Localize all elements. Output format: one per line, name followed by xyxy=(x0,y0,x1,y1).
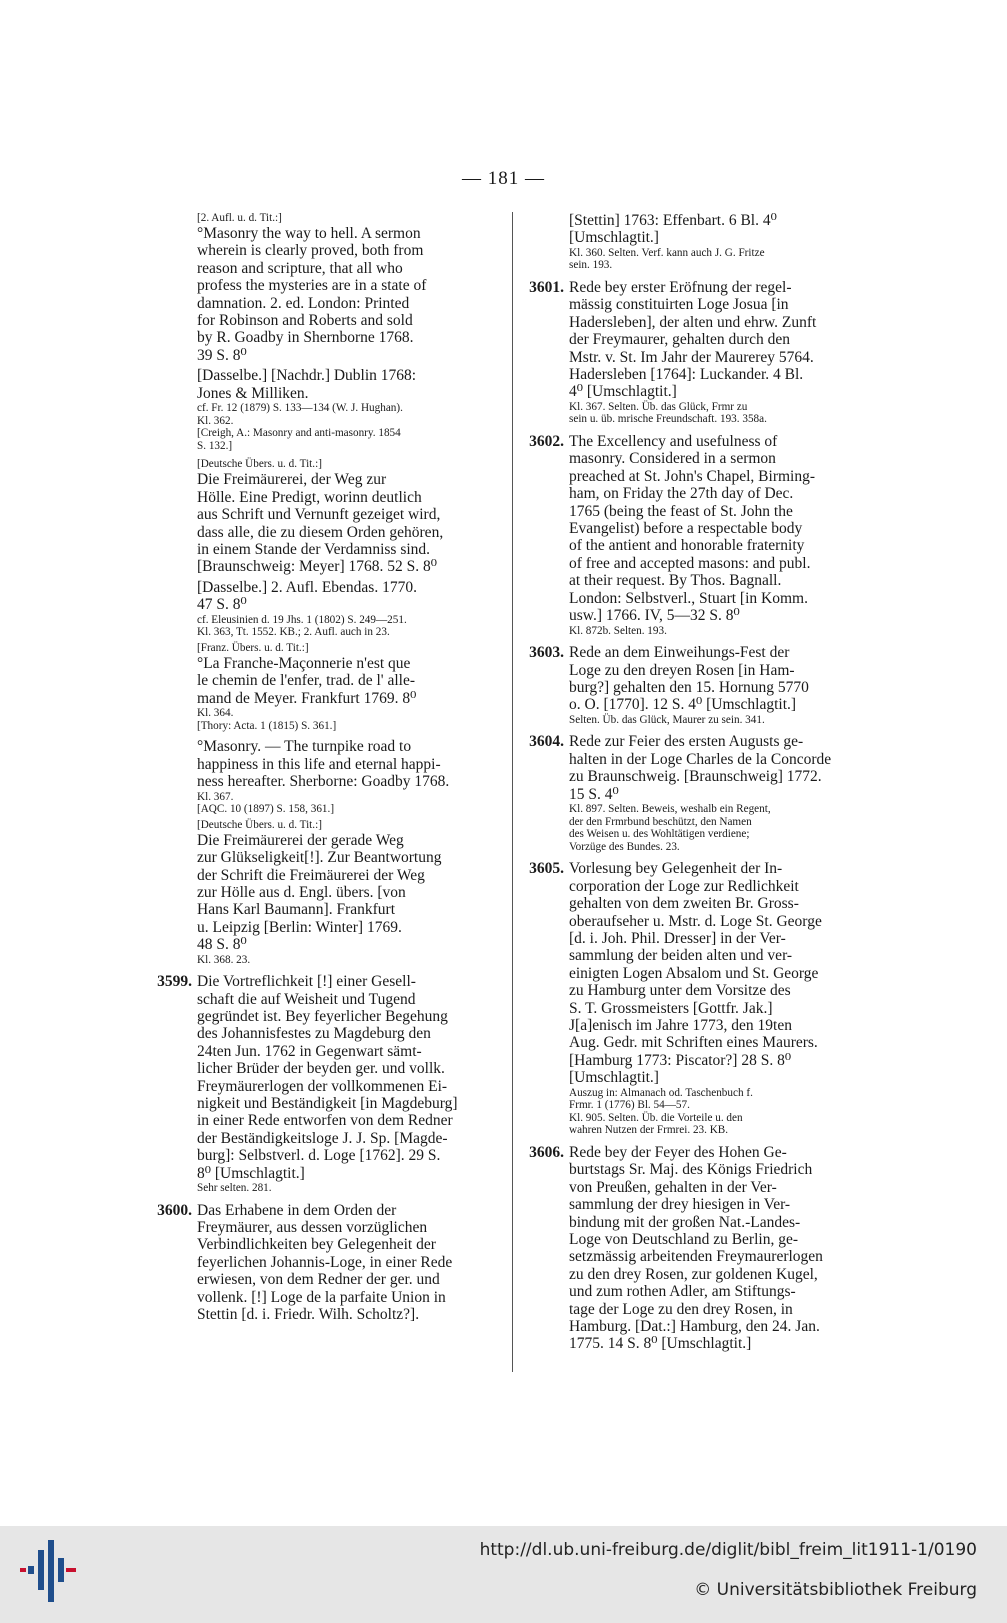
entry-text-line: damnation. 2. ed. London: Printed xyxy=(197,294,410,312)
entry-number: 3600. xyxy=(157,1201,192,1219)
entry-text-line: [Stettin] 1763: Effenbart. 6 Bl. 4⁰ xyxy=(569,212,777,229)
entry-note-line: Kl. 362. xyxy=(197,414,234,427)
entry-text-line: der Freymaurer, gehalten durch den xyxy=(569,331,791,349)
entry-text-line: usw.] 1766. IV, 5—32 S. 8⁰ xyxy=(569,607,740,625)
entry-number: 3599. xyxy=(157,973,192,991)
entry-note-line: [AQC. 10 (1897) S. 158, 361.] xyxy=(197,803,335,816)
entry-text-line: licher Brüder der beyden ger. und vollk. xyxy=(197,1060,445,1078)
entry-note-line: Frmr. 1 (1776) Bl. 54—57. xyxy=(569,1099,690,1112)
entry-text-line: Stettin [d. i. Friedr. Wilh. Scholtz?]. xyxy=(197,1306,420,1324)
entry-text-line: preached at St. John's Chapel, Birming- xyxy=(569,467,816,485)
entry-text-line: o. O. [1770]. 12 S. 4⁰ [Umschlagtit.] xyxy=(569,696,797,714)
entry-text-line: zu Braunschweig. [Braunschweig] 1772. xyxy=(569,768,822,786)
entry-text-line: ham, on Friday the 27th day of Dec. xyxy=(569,485,794,503)
entry-text-line: nigkeit und Beständigkeit [in Magdeburg] xyxy=(197,1094,458,1112)
entry-text-line: Loge von Deutschland zu Berlin, ge- xyxy=(569,1231,798,1248)
entry-note-line: Kl. 368. 23. xyxy=(197,953,251,966)
entry-text-line: zu den drey Rosen, zur goldenen Kugel, xyxy=(569,1265,818,1283)
entry-text-line: masonry. Considered in a sermon xyxy=(569,450,776,468)
entry-text-line: of the antient and honorable fraternity xyxy=(569,537,805,555)
bibliography-entry xyxy=(140,973,508,1194)
entry-text-line: vollenk. [!] Loge de la parfaite Union in xyxy=(197,1288,446,1306)
entry-text-line: burg]: Selbstverl. d. Loge [1762]. 29 S. xyxy=(197,1147,441,1165)
entry-text-line: Rede an dem Einweihungs-Fest der xyxy=(569,644,790,662)
entry-text-line: wherein is clearly proved, both from xyxy=(197,242,424,260)
entry-text-line: mand de Meyer. Frankfurt 1769. 8⁰ xyxy=(197,689,417,707)
entry-note-line: sein u. üb. mrische Freundschaft. 193. 358a. xyxy=(569,413,767,426)
entry-subheading: [2. Aufl. u. d. Tit.:] xyxy=(197,212,282,224)
entry-subheading: [Deutsche Übers. u. d. Tit.:] xyxy=(197,818,322,831)
entry-note-line: Kl. 360. Selten. Verf. kann auch J. G. Fritze xyxy=(569,246,765,259)
entry-subheading: [Franz. Übers. u. d. Tit.:] xyxy=(197,641,309,654)
entry-text-line: 15 S. 4⁰ xyxy=(569,785,619,803)
entry-text-line: Vorlesung bey Gelegenheit der In- xyxy=(569,860,783,878)
entry-note-line: [Thory: Acta. 1 (1815) S. 361.] xyxy=(197,719,337,732)
entry-text-line: by R. Goadby in Shernborne 1768. xyxy=(197,329,414,347)
bibliography-entry xyxy=(512,279,862,426)
entry-text-line: Rede bey erster Eröfnung der regel- xyxy=(569,279,792,296)
entry-note-line: sein. 193. xyxy=(569,259,613,272)
entry-text-line: Freymäurer, aus dessen vorzüglichen xyxy=(197,1219,428,1236)
entry-text-line: 8⁰ [Umschlagtit.] xyxy=(197,1164,305,1182)
left-column xyxy=(140,212,508,1323)
bibliography-entry xyxy=(140,1202,508,1324)
entry-text-line: bindung mit der großen Nat.-Landes- xyxy=(569,1213,801,1231)
entry-text-line: gegründet ist. Bey feyerlicher Begehung xyxy=(197,1007,448,1025)
entry-text-line: u. Leipzig [Berlin: Winter] 1769. xyxy=(197,918,402,936)
entry-text-line: 24ten Jun. 1762 in Gegenwart sämt- xyxy=(197,1042,422,1060)
entry-note-line: Kl. 905. Selten. Üb. die Vorteile u. den xyxy=(569,1111,743,1124)
entry-text-line: mässig constituirten Loge Josua [in xyxy=(569,296,789,314)
copyright-notice: © Universitätsbibliothek Freiburg xyxy=(694,1580,977,1600)
bibliography-entry xyxy=(512,433,862,637)
entry-note-line: Kl. 364. xyxy=(197,707,234,720)
entry-continuation xyxy=(512,212,862,272)
entry-text-line: 39 S. 8⁰ xyxy=(197,346,247,364)
permalink-url[interactable]: http://dl.ub.uni-freiburg.de/diglit/bibl_freim_lit1911-1/0190 xyxy=(479,1540,977,1560)
entry-text-line: der Beständigkeitsloge J. J. Sp. [Magde- xyxy=(197,1129,448,1147)
entry-note-line: Kl. 363, Tt. 1552. KB.; 2. Aufl. auch in 23. xyxy=(197,626,390,639)
entry-subheading: [Deutsche Übers. u. d. Tit.:] xyxy=(197,458,322,471)
entry-number: 3605. xyxy=(529,860,564,878)
entry-note-line: Kl. 897. Selten. Beweis, weshalb ein Regent, xyxy=(569,802,771,815)
entry-text-line: 4⁰ [Umschlagtit.] xyxy=(569,383,677,401)
entry-text-line: [Hamburg 1773: Piscator?] 28 S. 8⁰ xyxy=(569,1051,792,1069)
entry-text-line: 48 S. 8⁰ xyxy=(197,936,247,954)
entry-text-line: [Dasselbe.] 2. Aufl. Ebendas. 1770. xyxy=(197,578,417,596)
entry-text-line: of free and accepted masons: and publ. xyxy=(569,554,811,572)
bibliography-entry xyxy=(512,733,862,853)
entry-note-line: Kl. 872b. Selten. 193. xyxy=(569,624,667,637)
entry-text-line: Hölle. Eine Predigt, worinn deutlich xyxy=(197,488,422,506)
entry-text-line: profess the mysteries are in a state of xyxy=(197,277,427,295)
entry-text-line: schaft die auf Weisheit und Tugend xyxy=(197,990,416,1008)
entry-number: 3603. xyxy=(529,644,564,662)
entry-note-line: wahren Nutzen der Frmrei. 23. KB. xyxy=(569,1124,729,1137)
entry-text-line: le chemin de l'enfer, trad. de l' alle- xyxy=(197,672,415,690)
entry-text-line: [Umschlagtit.] xyxy=(569,229,659,247)
entry-text-line: S. T. Grossmeisters [Gottfr. Jak.] xyxy=(569,999,773,1017)
entry-text-line: [Braunschweig: Meyer] 1768. 52 S. 8⁰ xyxy=(197,558,437,576)
bibliography-entry xyxy=(512,860,862,1137)
entry-text-line: °Masonry the way to hell. A sermon xyxy=(197,225,421,242)
entry-text-line: 47 S. 8⁰ xyxy=(197,596,247,614)
entry-text-line: Loge zu den dreyen Rosen [in Ham- xyxy=(569,661,795,679)
entry-number: 3602. xyxy=(529,433,564,451)
entry-text-line: Hadersleben], der alten und ehrw. Zunft xyxy=(569,313,817,331)
entry-text-line: 1765 (being the feast of St. John the xyxy=(569,502,793,520)
entry-text-line: zur Glükseligkeit[!]. Zur Beantwortung xyxy=(197,849,442,867)
right-column xyxy=(512,212,862,1353)
entry-note-line: Auszug in: Almanach od. Taschenbuch f. xyxy=(569,1086,753,1099)
entry-note-line: Selten. Üb. das Glück, Maurer zu sein. 341. xyxy=(569,713,765,726)
entry-text-line: ness hereafter. Sherborne: Goadby 1768. xyxy=(197,773,450,791)
entry-note-line: Sehr selten. 281. xyxy=(197,1182,272,1194)
ub-freiburg-logo-icon xyxy=(20,1536,80,1606)
entry-text-line: dass alle, die zu diesem Orden gehören, xyxy=(197,523,444,541)
entry-text-line: zur Hölle aus d. Engl. übers. [von xyxy=(197,883,406,901)
entry-text-line: for Robinson and Roberts and sold xyxy=(197,312,413,330)
entry-text-line: und zum rothen Adler, am Stiftungs- xyxy=(569,1283,796,1301)
entry-text-line: 1775. 14 S. 8⁰ [Umschlagtit.] xyxy=(569,1335,752,1353)
entry-note-line: [Creigh, A.: Masonry and anti-masonry. 1854 xyxy=(197,427,401,440)
bibliography-entry xyxy=(512,1144,862,1353)
entry-text-line: corporation der Loge zur Redlichkeit xyxy=(569,877,799,895)
entry-text-line: sammlung der drey hiesigen in Ver- xyxy=(569,1196,791,1214)
entry-text-line: einigten Logen Absalom und St. George xyxy=(569,964,819,982)
entry-text-line: Jones & Milliken. xyxy=(197,384,309,402)
entry-text-line: oberaufseher u. Mstr. d. Loge St. George xyxy=(569,912,822,930)
entry-text-line: Rede bey der Feyer des Hohen Ge- xyxy=(569,1143,787,1161)
entry-text-line: Mstr. v. St. Im Jahr der Maurerey 5764. xyxy=(569,348,814,366)
entry-text-line: halten in der Loge Charles de la Concorde xyxy=(569,750,832,768)
entry-text-line: der Schrift die Freimäurerei der Weg xyxy=(197,866,425,884)
entry-number: 3606. xyxy=(529,1143,564,1161)
entry-text-line: in einem Stande der Verdamniss sind. xyxy=(197,541,431,559)
entry-text-line: at their request. By Thos. Bagnall. xyxy=(569,572,782,590)
entry-note-line: cf. Fr. 12 (1879) S. 133—134 (W. J. Hughan). xyxy=(197,402,403,415)
entry-text-line: in einer Rede entworfen von dem Redner xyxy=(197,1112,453,1130)
entry-text-line: Die Freimäurerei der gerade Weg xyxy=(197,831,404,849)
entry-text-line: London: Selbstverl., Stuart [in Komm. xyxy=(569,589,808,607)
entry-text-line: sammlung der beiden alten und ver- xyxy=(569,947,793,965)
entry-text-line: J[a]enisch im Jahre 1773, den 19ten xyxy=(569,1016,792,1034)
entry-text-line: [Umschlagtit.] xyxy=(569,1069,659,1087)
entry-text-line: Hamburg. [Dat.:] Hamburg, den 24. Jan. xyxy=(569,1318,820,1336)
entry-note-line: Kl. 367. Selten. Üb. das Glück, Frmr zu xyxy=(569,400,748,413)
entry-number: 3604. xyxy=(529,733,564,751)
entry-text-line: reason and scripture, that all who xyxy=(197,259,403,277)
entry-number: 3601. xyxy=(529,279,564,296)
bibliography-entry xyxy=(512,644,862,726)
entry-note-line: Kl. 367. xyxy=(197,790,234,803)
entry-text-line: °La Franche-Maçonnerie n'est que xyxy=(197,654,411,672)
entry-text-line: Aug. Gedr. mit Schriften eines Maurers. xyxy=(569,1034,818,1052)
entry-text-line: [Dasselbe.] [Nachdr.] Dublin 1768: xyxy=(197,367,417,385)
entry-note-line: des Weisen u. des Wohltätigen verdiene; xyxy=(569,828,750,841)
entry-text-line: Die Vortreflichkeit [!] einer Gesell- xyxy=(197,973,416,991)
entry-note-line: cf. Eleusinien d. 19 Jhs. 1 (1802) S. 249—251. xyxy=(197,613,407,626)
entry-text-line: tage der Loge zu den drey Rosen, in xyxy=(569,1300,793,1318)
entry-text-line: Das Erhabene in dem Orden der xyxy=(197,1201,397,1219)
entry-text-line: von Preußen, gehalten in der Ver- xyxy=(569,1178,777,1196)
entry-text-line: Verbindlichkeiten bey Gelegenheit der xyxy=(197,1236,436,1254)
entry-text-line: des Johannisfestes zu Magdeburg den xyxy=(197,1025,431,1043)
entry-text-line: Hans Karl Baumann]. Frankfurt xyxy=(197,901,396,919)
entry-text-line: Rede zur Feier des ersten Augusts ge- xyxy=(569,733,804,751)
entry-text-line: Die Freimäurerei, der Weg zur xyxy=(197,471,387,489)
page-number: — 181 — xyxy=(462,168,545,189)
entry-text-line: burg?] gehalten den 15. Hornung 5770 xyxy=(569,678,809,696)
entry-text-line: Evangelist) before a respectable body xyxy=(569,520,803,538)
entry-text-line: Hadersleben [1764]: Luckander. 4 Bl. xyxy=(569,366,804,384)
entry-text-line: gehalten von dem zweiten Br. Gross- xyxy=(569,895,799,913)
entry-text-line: zu Hamburg unter dem Vorsitze des xyxy=(569,982,791,1000)
entry-text-line: happiness in this life and eternal happi- xyxy=(197,755,441,773)
entry-text-line: erwiesen, von dem Redner der ger. und xyxy=(197,1271,440,1289)
entry-text-line: °Masonry. — The turnpike road to xyxy=(197,738,412,756)
entry-note-line: S. 132.] xyxy=(197,439,233,452)
entry-text-line: feyerlichen Johannis-Loge, in einer Rede xyxy=(197,1253,453,1271)
entry-text-line: aus Schrift und Vernunft gezeiget wird, xyxy=(197,506,441,524)
entry-text-line: setzmässig arbeitenden Freymaurerlogen xyxy=(569,1248,823,1266)
entry-text-line: [d. i. Joh. Phil. Dresser] in der Ver- xyxy=(569,929,786,947)
entry-continuation xyxy=(140,212,508,966)
entry-note-line: Vorzüge des Bundes. 23. xyxy=(569,840,680,853)
entry-text-line: The Excellency and usefulness of xyxy=(569,433,778,451)
entry-note-line: der den Frmrbund beschützt, den Namen xyxy=(569,815,752,828)
entry-text-line: Freymäurerlogen der vollkommenen Ei- xyxy=(197,1077,448,1095)
entry-text-line: burtstags Sr. Maj. des Königs Friedrich xyxy=(569,1161,813,1179)
